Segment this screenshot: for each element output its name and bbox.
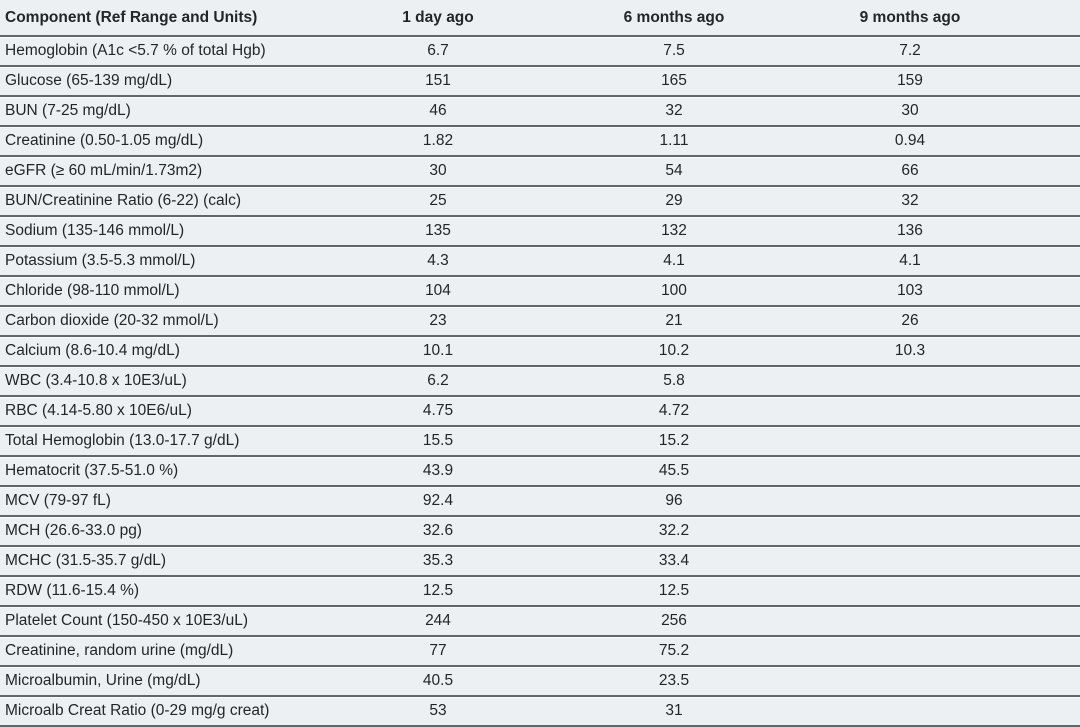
row-spacer <box>1028 126 1080 156</box>
value-cell: 12.5 <box>320 576 556 606</box>
component-cell: MCV (79-97 fL) <box>0 486 320 516</box>
row-spacer <box>1028 606 1080 636</box>
value-cell: 32 <box>556 96 792 126</box>
row-spacer <box>1028 36 1080 66</box>
component-cell: Microalb Creat Ratio (0-29 mg/g creat) <box>0 696 320 726</box>
table-row <box>0 246 1080 276</box>
value-cell: 6.7 <box>320 36 556 66</box>
table-row <box>0 276 1080 306</box>
row-spacer <box>1028 336 1080 366</box>
value-cell: 104 <box>320 276 556 306</box>
component-cell: Carbon dioxide (20-32 mmol/L) <box>0 306 320 336</box>
value-cell: 40.5 <box>320 666 556 696</box>
value-cell: 15.5 <box>320 426 556 456</box>
value-cell: 96 <box>556 486 792 516</box>
table-row <box>0 456 1080 486</box>
row-spacer <box>1028 576 1080 606</box>
value-cell: 10.1 <box>320 336 556 366</box>
value-cell: 136 <box>792 216 1028 246</box>
header-spacer <box>1028 0 1080 36</box>
value-cell: 23.5 <box>556 666 792 696</box>
value-cell: 92.4 <box>320 486 556 516</box>
table-row <box>0 486 1080 516</box>
value-cell: 135 <box>320 216 556 246</box>
lab-table-body <box>0 36 1080 726</box>
component-cell: RBC (4.14-5.80 x 10E6/uL) <box>0 396 320 426</box>
value-cell: 15.2 <box>556 426 792 456</box>
value-cell: 244 <box>320 606 556 636</box>
column-header-9-months-ago: 9 months ago <box>792 0 1028 36</box>
component-cell: Potassium (3.5-5.3 mmol/L) <box>0 246 320 276</box>
table-row <box>0 426 1080 456</box>
value-cell: 30 <box>320 156 556 186</box>
value-cell: 31 <box>556 696 792 726</box>
value-cell: 75.2 <box>556 636 792 666</box>
component-cell: WBC (3.4-10.8 x 10E3/uL) <box>0 366 320 396</box>
table-row <box>0 396 1080 426</box>
table-row <box>0 576 1080 606</box>
value-cell: 0.94 <box>792 126 1028 156</box>
value-cell <box>792 486 1028 516</box>
value-cell <box>792 546 1028 576</box>
value-cell: 32.6 <box>320 516 556 546</box>
value-cell: 4.75 <box>320 396 556 426</box>
table-row <box>0 306 1080 336</box>
table-row <box>0 666 1080 696</box>
value-cell: 103 <box>792 276 1028 306</box>
component-cell: Chloride (98-110 mmol/L) <box>0 276 320 306</box>
value-cell: 32.2 <box>556 516 792 546</box>
component-cell: Microalbumin, Urine (mg/dL) <box>0 666 320 696</box>
table-row <box>0 516 1080 546</box>
value-cell: 4.72 <box>556 396 792 426</box>
value-cell: 10.3 <box>792 336 1028 366</box>
table-row <box>0 126 1080 156</box>
value-cell: 33.4 <box>556 546 792 576</box>
table-row <box>0 36 1080 66</box>
table-row <box>0 696 1080 726</box>
value-cell: 77 <box>320 636 556 666</box>
value-cell: 4.3 <box>320 246 556 276</box>
row-spacer <box>1028 156 1080 186</box>
table-header-row <box>0 0 1080 36</box>
value-cell: 29 <box>556 186 792 216</box>
component-cell: eGFR (≥ 60 mL/min/1.73m2) <box>0 156 320 186</box>
table-row <box>0 96 1080 126</box>
value-cell: 6.2 <box>320 366 556 396</box>
value-cell: 30 <box>792 96 1028 126</box>
row-spacer <box>1028 276 1080 306</box>
component-cell: BUN/Creatinine Ratio (6-22) (calc) <box>0 186 320 216</box>
value-cell: 4.1 <box>792 246 1028 276</box>
value-cell: 159 <box>792 66 1028 96</box>
value-cell: 26 <box>792 306 1028 336</box>
table-row <box>0 336 1080 366</box>
value-cell: 35.3 <box>320 546 556 576</box>
value-cell: 25 <box>320 186 556 216</box>
row-spacer <box>1028 546 1080 576</box>
component-cell: Platelet Count (150-450 x 10E3/uL) <box>0 606 320 636</box>
value-cell: 151 <box>320 66 556 96</box>
component-cell: BUN (7-25 mg/dL) <box>0 96 320 126</box>
value-cell: 256 <box>556 606 792 636</box>
value-cell: 53 <box>320 696 556 726</box>
component-cell: MCHC (31.5-35.7 g/dL) <box>0 546 320 576</box>
row-spacer <box>1028 666 1080 696</box>
value-cell <box>792 696 1028 726</box>
row-spacer <box>1028 96 1080 126</box>
table-row <box>0 636 1080 666</box>
row-spacer <box>1028 396 1080 426</box>
value-cell: 132 <box>556 216 792 246</box>
table-row <box>0 216 1080 246</box>
component-cell: Sodium (135-146 mmol/L) <box>0 216 320 246</box>
row-spacer <box>1028 456 1080 486</box>
component-cell: Hematocrit (37.5-51.0 %) <box>0 456 320 486</box>
value-cell: 165 <box>556 66 792 96</box>
value-cell: 100 <box>556 276 792 306</box>
row-spacer <box>1028 696 1080 726</box>
table-row <box>0 156 1080 186</box>
value-cell: 21 <box>556 306 792 336</box>
value-cell <box>792 396 1028 426</box>
table-row <box>0 366 1080 396</box>
table-row <box>0 186 1080 216</box>
value-cell: 1.11 <box>556 126 792 156</box>
component-cell: Glucose (65-139 mg/dL) <box>0 66 320 96</box>
row-spacer <box>1028 216 1080 246</box>
value-cell: 66 <box>792 156 1028 186</box>
component-cell: Creatinine, random urine (mg/dL) <box>0 636 320 666</box>
value-cell: 45.5 <box>556 456 792 486</box>
value-cell: 23 <box>320 306 556 336</box>
value-cell: 43.9 <box>320 456 556 486</box>
value-cell: 46 <box>320 96 556 126</box>
column-header-1-day-ago: 1 day ago <box>320 0 556 36</box>
value-cell: 4.1 <box>556 246 792 276</box>
row-spacer <box>1028 366 1080 396</box>
value-cell <box>792 666 1028 696</box>
row-spacer <box>1028 486 1080 516</box>
column-header-component: Component (Ref Range and Units) <box>0 0 320 36</box>
table-row <box>0 606 1080 636</box>
value-cell <box>792 606 1028 636</box>
value-cell <box>792 576 1028 606</box>
value-cell: 7.2 <box>792 36 1028 66</box>
value-cell: 1.82 <box>320 126 556 156</box>
value-cell: 7.5 <box>556 36 792 66</box>
column-header-6-months-ago: 6 months ago <box>556 0 792 36</box>
value-cell: 5.8 <box>556 366 792 396</box>
value-cell <box>792 456 1028 486</box>
row-spacer <box>1028 246 1080 276</box>
value-cell: 12.5 <box>556 576 792 606</box>
value-cell: 54 <box>556 156 792 186</box>
value-cell <box>792 426 1028 456</box>
table-row <box>0 546 1080 576</box>
component-cell: RDW (11.6-15.4 %) <box>0 576 320 606</box>
value-cell: 32 <box>792 186 1028 216</box>
value-cell: 10.2 <box>556 336 792 366</box>
value-cell <box>792 516 1028 546</box>
row-spacer <box>1028 186 1080 216</box>
component-cell: Calcium (8.6-10.4 mg/dL) <box>0 336 320 366</box>
component-cell: Creatinine (0.50-1.05 mg/dL) <box>0 126 320 156</box>
row-spacer <box>1028 66 1080 96</box>
table-row <box>0 66 1080 96</box>
row-spacer <box>1028 516 1080 546</box>
value-cell <box>792 366 1028 396</box>
row-spacer <box>1028 306 1080 336</box>
row-spacer <box>1028 426 1080 456</box>
row-spacer <box>1028 636 1080 666</box>
component-cell: MCH (26.6-33.0 pg) <box>0 516 320 546</box>
component-cell: Hemoglobin (A1c <5.7 % of total Hgb) <box>0 36 320 66</box>
component-cell: Total Hemoglobin (13.0-17.7 g/dL) <box>0 426 320 456</box>
value-cell <box>792 636 1028 666</box>
